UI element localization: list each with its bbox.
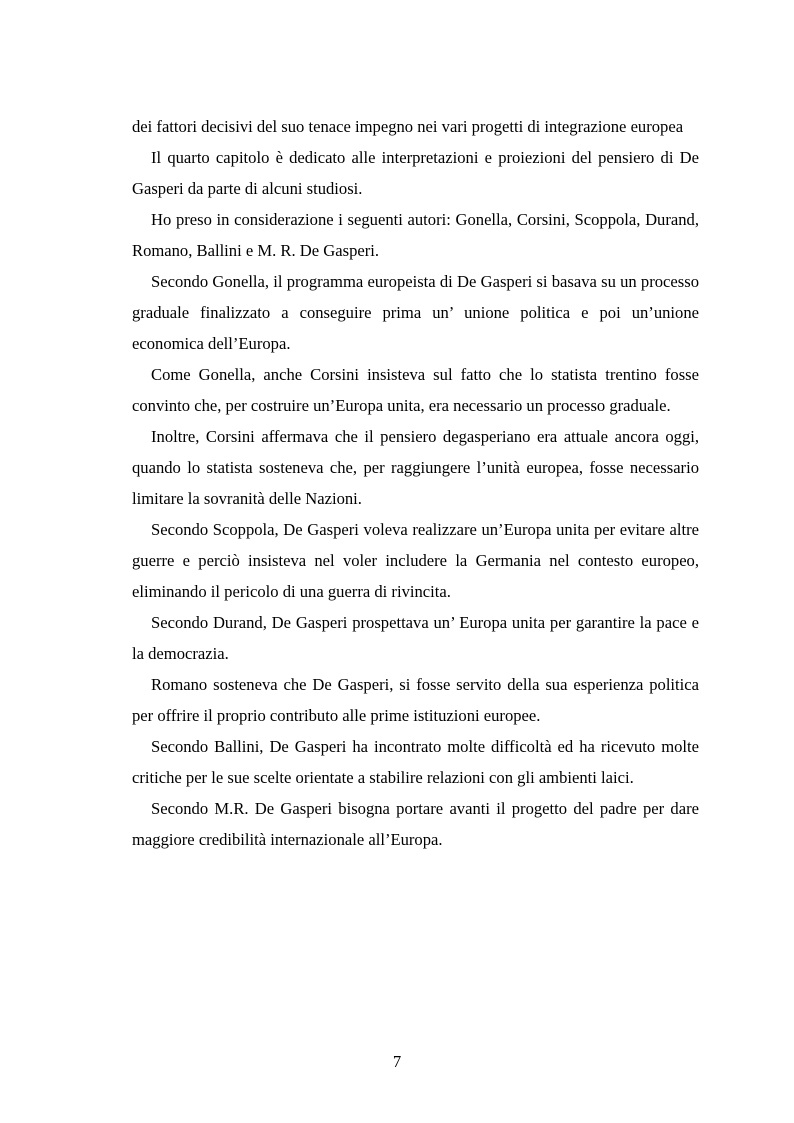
paragraph: Secondo Scoppola, De Gasperi voleva realizzare un’Europa unita per evitare altre guerre e perciò insisteva nel voler includere la Germania nel contesto europeo, eliminando il pericolo di una guerra di rivincita.	[132, 520, 699, 601]
paragraph: Il quarto capitolo è dedicato alle interpretazioni e proiezioni del pensiero di De Gasperi da parte di alcuni studiosi.	[132, 148, 699, 198]
paragraph: Come Gonella, anche Corsini insisteva sul fatto che lo statista trentino fosse convinto che, per costruire un’Europa unita, era necessario un processo graduale.	[132, 365, 699, 415]
body-text	[132, 111, 699, 855]
paragraph: Secondo Gonella, il programma europeista di De Gasperi si basava su un processo graduale finalizzato a conseguire prima un’ unione politica e poi un’unione economica dell’Europa.	[132, 272, 699, 353]
paragraph: Secondo Ballini, De Gasperi ha incontrato molte difficoltà ed ha ricevuto molte critiche per le sue scelte orientate a stabilire relazioni con gli ambienti laici.	[132, 737, 699, 787]
page-number: 7	[392, 1052, 402, 1071]
paragraph: Romano sosteneva che De Gasperi, si fosse servito della sua esperienza politica per offrire il proprio contributo alle prime istituzioni europee.	[132, 675, 699, 725]
paragraph: dei fattori decisivi del suo tenace impegno nei vari progetti di integrazione europea	[132, 117, 684, 136]
paragraph: Secondo M.R. De Gasperi bisogna portare avanti il progetto del padre per dare maggiore credibilità internazionale all’Europa.	[132, 799, 699, 849]
paragraph: Inoltre, Corsini affermava che il pensiero degasperiano era attuale ancora oggi, quando lo statista sosteneva che, per raggiungere l’unità europea, fosse necessario limitare la sovranità delle Nazioni.	[132, 427, 699, 508]
paragraph: Ho preso in considerazione i seguenti autori: Gonella, Corsini, Scoppola, Durand, Romano, Ballini e M. R. De Gasperi.	[132, 210, 699, 260]
paragraph: Secondo Durand, De Gasperi prospettava un’ Europa unita per garantire la pace e la democrazia.	[132, 613, 699, 663]
